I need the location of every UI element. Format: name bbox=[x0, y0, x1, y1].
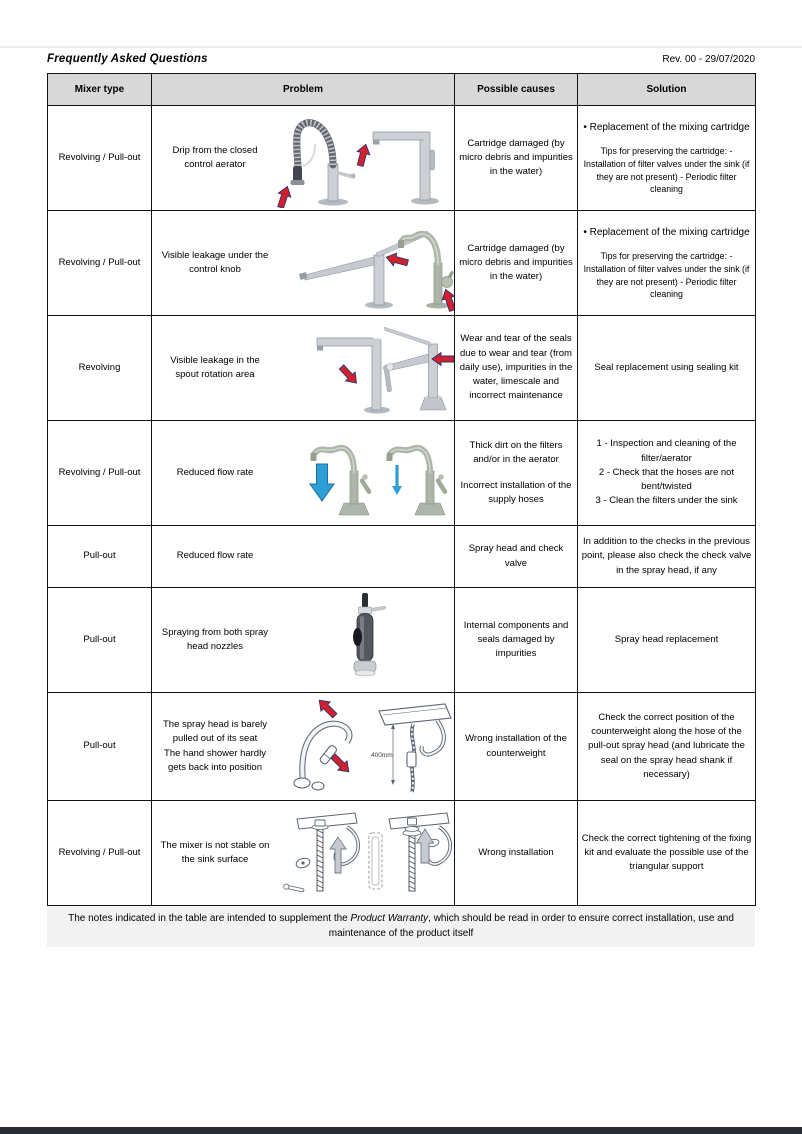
footer-note-warranty: Product Warranty bbox=[350, 913, 429, 924]
table-row bbox=[48, 693, 756, 801]
reduced-flow-faucets-image bbox=[275, 423, 455, 523]
problem-text: The mixer is not stable on the sink surface bbox=[160, 839, 270, 865]
problem-line: The spray head is barely pulled out of its seat bbox=[162, 719, 268, 745]
spray-head-image bbox=[275, 590, 455, 690]
lever-faucet-leak-image bbox=[275, 213, 455, 313]
table-row bbox=[48, 801, 756, 906]
document-header bbox=[47, 53, 755, 65]
problem-text: Visible leakage in the spout rotation area bbox=[170, 354, 260, 380]
footer-note-suffix: , which should be read in order to ensure correct installation, use and maintenance of the product itself bbox=[328, 913, 734, 939]
solution-step: 1 - Inspection and cleaning of the filter/aerator bbox=[596, 438, 737, 464]
solution-cell: Seal replacement using sealing kit bbox=[578, 316, 756, 421]
causes-cell: Cartridge damaged (by micro debris and impurities in the water) bbox=[455, 106, 578, 211]
column-header-possible-causes: Possible causes bbox=[455, 74, 578, 106]
mixer-type-cell: Revolving / Pull-out bbox=[48, 211, 152, 316]
mixer-type-cell: Revolving / Pull-out bbox=[48, 421, 152, 526]
table-row bbox=[48, 526, 756, 588]
causes-cell: Wrong installation bbox=[455, 801, 578, 906]
causes-cell: Wear and tear of the seals due to wear and tear (from daily use), impurities in the water, limescale and incorrect maintenance bbox=[455, 316, 578, 421]
problem-cell bbox=[152, 588, 455, 693]
problem-cell bbox=[152, 211, 455, 316]
problem-cell bbox=[152, 421, 455, 526]
causes-cell: Internal components and seals damaged by impurities bbox=[455, 588, 578, 693]
fixing-kit-installation-image bbox=[275, 803, 455, 903]
header-row bbox=[48, 74, 756, 106]
problem-cell bbox=[152, 801, 455, 906]
column-header-mixer-type: Mixer type bbox=[48, 74, 152, 106]
solution-tips: Tips for preserving the cartridge: - Installation of filter valves under the sink (if they are not present) - Periodic filter cleaning bbox=[583, 251, 750, 300]
footer-note bbox=[47, 906, 755, 947]
problem-cell bbox=[152, 316, 455, 421]
mixer-type-cell: Pull-out bbox=[48, 588, 152, 693]
page-bottom-bar bbox=[0, 1127, 802, 1134]
table-row bbox=[48, 421, 756, 526]
causes-cell bbox=[455, 421, 578, 526]
mixer-type-cell: Revolving bbox=[48, 316, 152, 421]
causes-cell: Spray head and check valve bbox=[455, 526, 578, 588]
faq-table bbox=[47, 73, 756, 906]
spring-hose-faucet-drip-image bbox=[275, 108, 455, 208]
column-header-problem: Problem bbox=[152, 74, 455, 106]
problem-cell bbox=[152, 106, 455, 211]
problem-text: Drip from the closed control aerator bbox=[172, 144, 258, 170]
problem-text: Spraying from both spray head nozzles bbox=[161, 626, 269, 652]
mixer-type-cell: Revolving / Pull-out bbox=[48, 106, 152, 211]
table-row bbox=[48, 106, 756, 211]
page-title: Frequently Asked Questions bbox=[47, 53, 208, 65]
solution-step: 2 - Check that the hoses are not bent/twisted bbox=[598, 466, 735, 493]
footer-note-prefix: The notes indicated in the table are intended to supplement the bbox=[68, 913, 351, 924]
mixer-type-cell: Pull-out bbox=[48, 526, 152, 588]
solution-cell: Check the correct position of the counterweight along the hose of the pull-out spray head (and lubricate the seal on the spray head shank if necessary) bbox=[578, 693, 756, 801]
solution-bullet: • Replacement of the mixing cartridge bbox=[583, 122, 750, 133]
problem-cell bbox=[152, 693, 455, 801]
problem-text bbox=[155, 718, 275, 775]
solution-tips: Tips for preserving the cartridge: - Installation of filter valves under the sink (if they are not present) - Periodic filter cleaning bbox=[583, 146, 750, 195]
solution-bullet: • Replacement of the mixing cartridge bbox=[583, 227, 750, 238]
problem-cell bbox=[152, 526, 455, 588]
column-header-solution: Solution bbox=[578, 74, 756, 106]
problem-text: Reduced flow rate bbox=[176, 550, 254, 562]
counterweight-installation-image bbox=[275, 696, 455, 798]
table-row bbox=[48, 316, 756, 421]
revision-label: Rev. 00 - 29/07/2020 bbox=[662, 54, 755, 65]
document-content bbox=[47, 0, 755, 947]
causes-cell: Cartridge damaged (by micro debris and impurities in the water) bbox=[455, 211, 578, 316]
problem-line: The hand shower hardly gets back into position bbox=[164, 747, 266, 773]
cause-line: Thick dirt on the filters and/or in the aerator bbox=[469, 439, 563, 465]
mixer-type-cell: Pull-out bbox=[48, 693, 152, 801]
counterweight-distance-label: 400mm bbox=[371, 751, 393, 759]
mixer-type-cell: Revolving / Pull-out bbox=[48, 801, 152, 906]
solution-cell bbox=[578, 421, 756, 526]
table-row bbox=[48, 588, 756, 693]
solution-cell: Check the correct tightening of the fixing kit and evaluate the possible use of the triangular support bbox=[578, 801, 756, 906]
solution-cell: Spray head replacement bbox=[578, 588, 756, 693]
problem-text: Reduced flow rate bbox=[176, 466, 254, 478]
solution-step: 3 - Clean the filters under the sink bbox=[595, 495, 738, 507]
spout-rotation-leak-image bbox=[275, 318, 455, 418]
solution-cell bbox=[578, 211, 756, 316]
cause-line: Incorrect installation of the supply hoses bbox=[460, 480, 572, 506]
solution-cell bbox=[578, 106, 756, 211]
problem-text: Visible leakage under the control knob bbox=[161, 249, 269, 275]
causes-cell: Wrong installation of the counterweight bbox=[455, 693, 578, 801]
solution-cell: In addition to the checks in the previous point, please also check the check valve in the spray head, if any bbox=[578, 526, 756, 588]
table-row bbox=[48, 211, 756, 316]
